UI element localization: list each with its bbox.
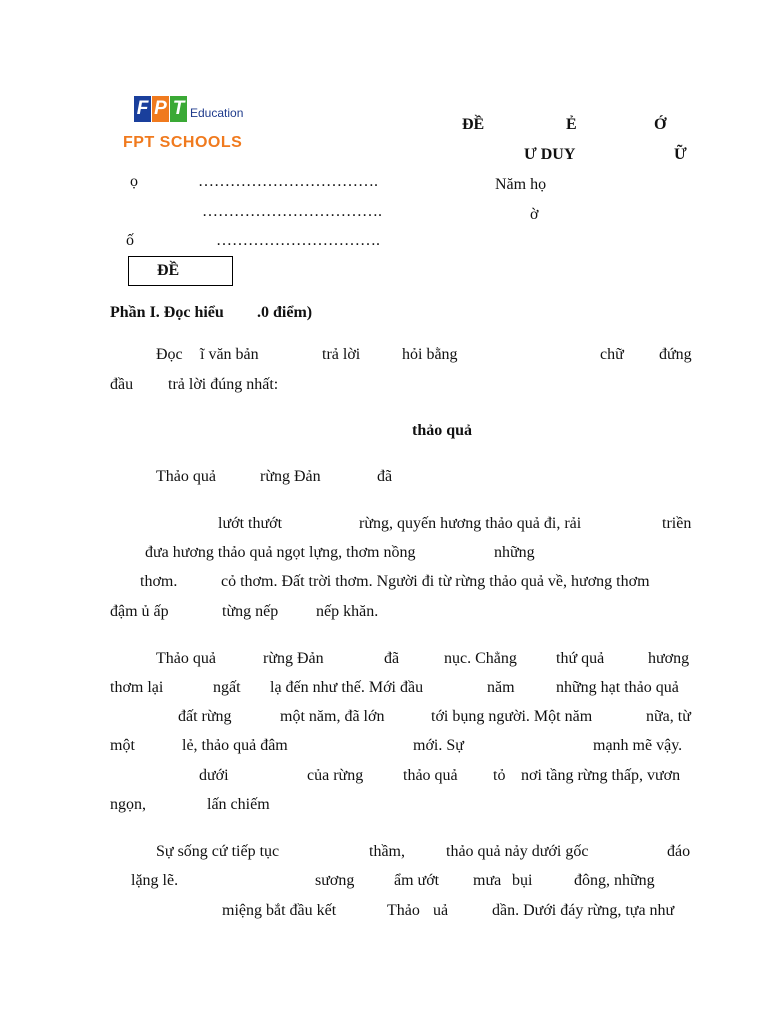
instr-1-0: Đọc: [156, 346, 183, 363]
p3-5-3: tỏ: [493, 767, 506, 784]
logo-letter-p: P: [152, 96, 169, 122]
p3-2-1: ngất: [213, 679, 241, 696]
p3-1-3: nục. Chẳng: [444, 650, 517, 667]
p1-1-2: đã: [377, 468, 393, 485]
p2-2-1: những: [494, 544, 535, 561]
name-field-dots[interactable]: …………………………….: [198, 173, 378, 190]
p2-4-0: đậm ủ ấp: [110, 603, 169, 620]
header-line2-a: Ư DUY: [524, 146, 576, 163]
section-title: Phần I. Đọc hiểu: [110, 304, 224, 321]
exam-time: ờ: [530, 206, 539, 223]
p4-3-1: Thảo: [387, 902, 420, 919]
p3-1-1: rừng Đản: [263, 650, 324, 667]
school-year: Năm họ: [495, 176, 547, 193]
p3-5-2: thảo quả: [403, 767, 458, 784]
fpt-logo: [134, 96, 188, 122]
passage-title: thảo quả: [412, 422, 473, 439]
header-line1-a: ĐỀ: [462, 116, 485, 133]
header-line2-b: Ữ: [674, 146, 687, 163]
exam-code-box: [128, 256, 233, 286]
p3-2-2: lạ đến như thế. Mới đầu: [270, 679, 424, 696]
p2-1-2: triền: [662, 515, 692, 532]
p3-4-3: mạnh mẽ vậy.: [593, 737, 683, 754]
p3-6-0: ngọn,: [110, 796, 146, 813]
class-field-dots[interactable]: …………………………….: [202, 203, 382, 220]
p3-4-2: mới. Sự: [413, 737, 464, 754]
instr-1-5: đứng: [659, 346, 692, 363]
p4-3-0: miệng bắt đầu kết: [222, 902, 337, 919]
p4-1-1: thầm,: [369, 843, 405, 860]
instr-2-1: trả lời đúng nhất:: [168, 376, 279, 393]
instr-1-4: chữ: [600, 346, 624, 363]
p2-3-1: cỏ thơm. Đất trời thơm. Người đi từ rừng thảo quả về, hương thơm: [221, 573, 650, 590]
p4-1-3: đáo: [667, 843, 691, 860]
p2-2-0: đưa hương thảo quả ngọt lựng, thơm nồng: [145, 544, 416, 561]
p4-2-1: sương: [315, 872, 355, 889]
p1-1-0: Thảo quả: [156, 468, 216, 485]
logo-letter-f: F: [134, 96, 151, 122]
id-label: ố: [126, 232, 134, 249]
p3-1-2: đã: [384, 650, 400, 667]
p4-2-3: mưa: [473, 872, 502, 889]
p3-6-1: lấn chiếm: [207, 796, 270, 813]
header-line1-c: Ớ: [654, 116, 667, 133]
instr-1-1: ĩ văn bản: [200, 346, 259, 363]
p3-3-0: đất rừng: [178, 708, 232, 725]
p3-1-5: hương: [648, 650, 690, 667]
id-field-dots[interactable]: ………………………….: [216, 232, 380, 249]
section-points: .0 điểm): [257, 304, 313, 321]
p3-1-4: thứ quả: [556, 650, 605, 667]
p3-2-4: những hạt thảo quả: [556, 679, 679, 696]
p3-2-3: năm: [487, 679, 515, 696]
p3-2-0: thơm lại: [110, 679, 164, 696]
p3-3-1: một năm, đã lớn: [280, 708, 385, 725]
p2-4-1: từng nếp: [222, 603, 279, 620]
p4-1-2: thảo quả nảy dưới gốc: [446, 843, 589, 860]
header-line1-b: Ẻ: [566, 116, 577, 133]
instr-1-3: hỏi bằng: [402, 346, 458, 363]
p3-5-0: dưới: [199, 767, 229, 784]
logo-schools-text: FPT SCHOOLS: [123, 134, 243, 151]
p1-1-1: rừng Đản: [260, 468, 321, 485]
logo-letter-t: T: [170, 96, 187, 122]
exam-code-label: ĐỀ: [157, 262, 180, 279]
instr-2-0: đầu: [110, 376, 134, 393]
p3-4-1: lẻ, thảo quả đâm: [182, 737, 288, 754]
p2-1-0: lướt thướt: [218, 515, 283, 532]
p3-1-0: Thảo quả: [156, 650, 216, 667]
p4-3-2: uả: [433, 902, 449, 919]
p2-1-1: rừng, quyến hương thảo quả đi, rải: [359, 515, 582, 532]
p4-2-5: đông, những: [574, 872, 655, 889]
p4-2-0: lặng lẽ.: [131, 872, 179, 889]
p3-5-1: của rừng: [307, 767, 364, 784]
p4-2-2: ẩm ướt: [394, 872, 440, 889]
p3-4-0: một: [110, 737, 135, 754]
p3-3-3: nữa, từ: [646, 708, 691, 725]
logo-education-text: Education: [190, 106, 244, 120]
p2-4-2: nếp khăn.: [316, 603, 379, 620]
name-label: ọ: [130, 173, 138, 190]
instr-1-2: trả lời: [322, 346, 361, 363]
p3-3-2: tới bụng người. Một năm: [431, 708, 593, 725]
p4-2-4: bụi: [512, 872, 533, 889]
p4-3-3: dần. Dưới đáy rừng, tựa như: [492, 902, 675, 919]
p2-3-0: thơm.: [140, 573, 178, 590]
p3-5-4: nơi tầng rừng thấp, vươn: [521, 767, 681, 784]
p4-1-0: Sự sống cứ tiếp tục: [156, 843, 280, 860]
